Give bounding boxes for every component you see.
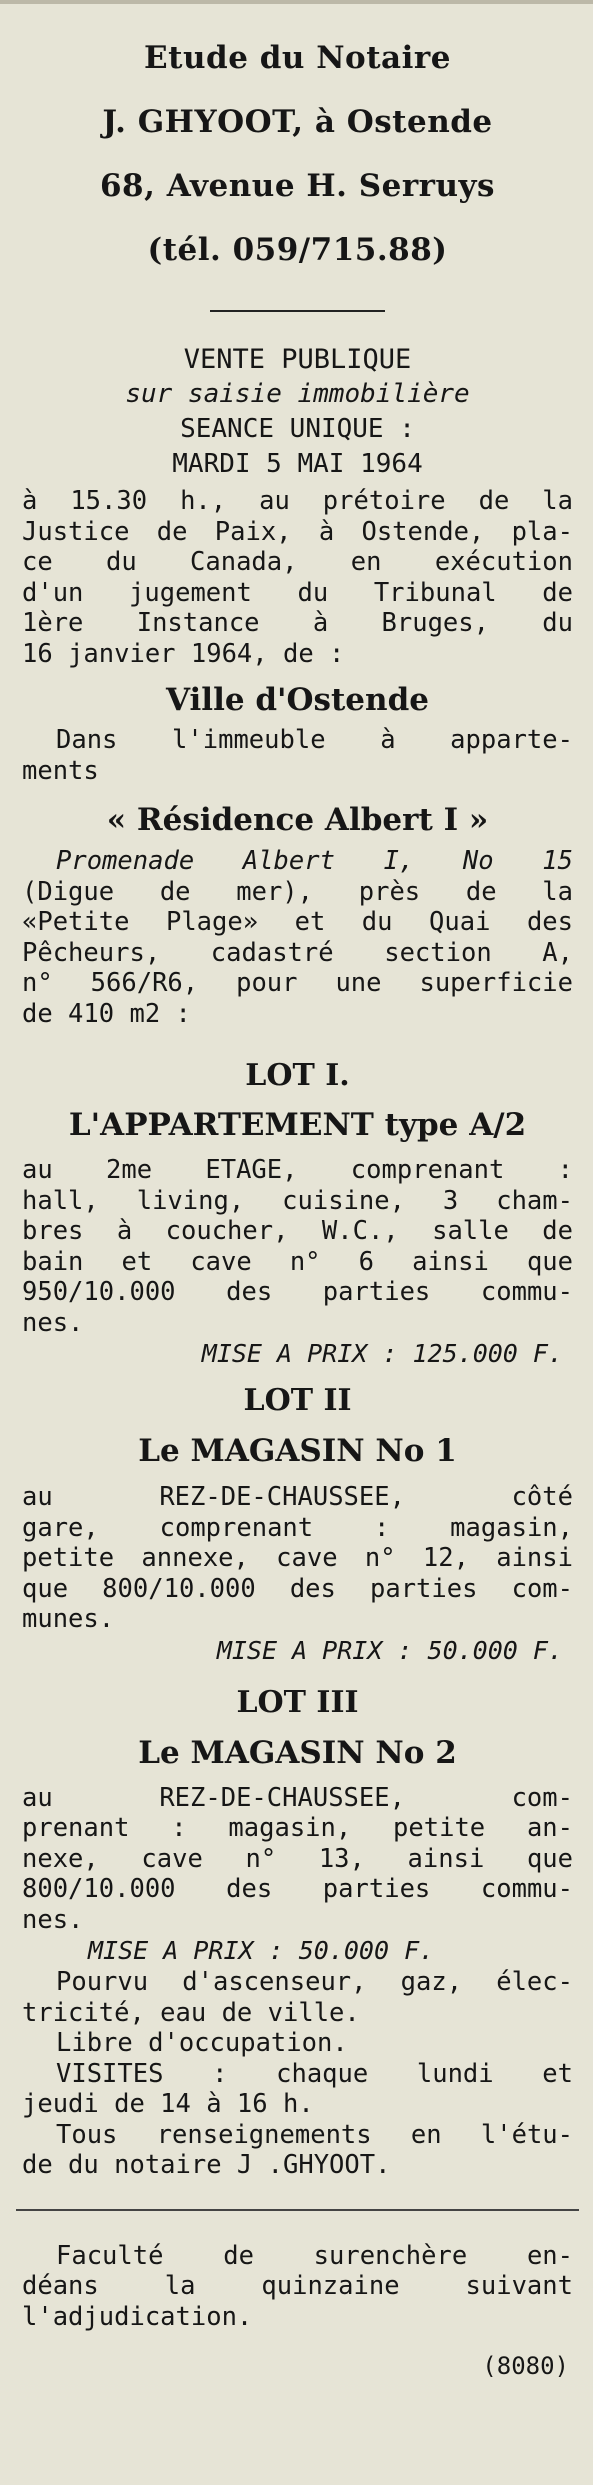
amenities-line: Pourvu d'ascenseur, gaz, élec-: [56, 1967, 573, 1997]
lot-price: MISE A PRIX : 50.000 F.: [216, 1635, 563, 1665]
lot-line: nes.: [22, 1307, 84, 1338]
address-line: Promenade Albert I, No 15: [56, 846, 573, 876]
lot-line: nes.: [22, 1904, 84, 1935]
lot-line: au REZ-DE-CHAUSSEE, côté: [22, 1482, 573, 1512]
footer-line: déans la quinzaine suivant: [22, 2271, 573, 2301]
intro-line: 1ère Instance à Bruges, du: [22, 608, 573, 638]
city-heading: Ville d'Ostende: [166, 682, 429, 718]
building-intro: [22, 725, 573, 786]
lot-line: 950/10.000 des parties commu-: [22, 1277, 573, 1307]
intro-line: d'un jugement du Tribunal de: [22, 577, 573, 608]
footer: [22, 2241, 573, 2381]
lot-line: au REZ-DE-CHAUSSEE, com-: [22, 1782, 573, 1813]
lot-line: 800/10.000 des parties commu-: [22, 1874, 573, 1904]
lot-line: hall, living, cuisine, 3 cham-: [22, 1185, 573, 1216]
sale-date: MARDI 5 MAI 1964: [172, 449, 423, 479]
lot-line: bres à coucher, W.C., salle de: [22, 1216, 573, 1246]
info-line: Tous renseignements en l'étu-: [56, 2119, 573, 2150]
extra-details: [22, 1967, 573, 2181]
amenities-line: tricité, eau de ville.: [22, 1997, 360, 2028]
address-line: (Digue de mer), près de la: [22, 876, 573, 907]
lot-title: LOT II: [243, 1383, 352, 1418]
intro-line: Justice de Paix, à Ostende, pla-: [22, 516, 573, 547]
address-line: Pêcheurs, cadastré section A,: [22, 937, 573, 968]
sale-title: VENTE PUBLIQUE: [183, 344, 412, 375]
address-block: [22, 846, 573, 1029]
lot-title: LOT III: [236, 1684, 359, 1720]
info-line: de du notaire J .GHYOOT.: [22, 2150, 391, 2180]
intro-line: ce du Canada, en exécution: [22, 547, 573, 577]
lot-line: petite annexe, cave n° 12, ainsi: [22, 1543, 573, 1573]
footer-line: Faculté de surenchère en-: [56, 2240, 573, 2271]
lot-subtitle: Le MAGASIN No 2: [138, 1734, 457, 1771]
sale-subtitle: sur saisie immobilière: [125, 379, 470, 409]
header-line-3: 68, Avenue H. Serruys: [99, 168, 495, 204]
lot-line: nexe, cave n° 13, ainsi que: [22, 1843, 573, 1874]
visits-line: VISITES : chaque lundi et: [56, 2058, 573, 2089]
footer-line: l'adjudication.: [22, 2301, 253, 2332]
lot-line: au 2me ETAGE, comprenant :: [22, 1155, 573, 1185]
header-line-4: (tél. 059/715.88): [147, 232, 448, 268]
lot-2: [22, 1376, 573, 1667]
notary-header: [22, 26, 573, 282]
address-line: n° 566/R6, pour une superficie: [22, 968, 573, 998]
lot-1: [22, 1051, 573, 1370]
lot-subtitle: L'APPARTEMENT type A/2: [68, 1107, 527, 1143]
lot-price: MISE A PRIX : 50.000 F.: [88, 1936, 435, 1965]
seance-label: SEANCE UNIQUE :: [180, 414, 415, 444]
lot-3: [22, 1677, 573, 1968]
residence-heading: « Résidence Albert I »: [106, 802, 489, 838]
lot-line: que 800/10.000 des parties com-: [22, 1573, 573, 1604]
visits-line: jeudi de 14 à 16 h.: [22, 2089, 314, 2119]
header-divider: [210, 310, 385, 312]
intro-line: à 15.30 h., au prétoire de la: [22, 486, 573, 516]
lot-subtitle: Le MAGASIN No 1: [138, 1433, 457, 1469]
footer-divider: [16, 2209, 579, 2211]
building-line: Dans l'immeuble à apparte-: [56, 725, 573, 755]
sale-intro: [22, 342, 573, 669]
lot-price: MISE A PRIX : 125.000 F.: [201, 1339, 563, 1368]
lot-title: LOT I.: [245, 1058, 350, 1093]
header-line-1: Etude du Notaire: [144, 40, 451, 76]
intro-line: 16 janvier 1964, de :: [22, 638, 345, 669]
lot-line: munes.: [22, 1604, 115, 1634]
lot-line: gare, comprenant : magasin,: [22, 1512, 573, 1543]
address-line: «Petite Plage» et du Quai des: [22, 907, 573, 937]
reference-number: (8080): [482, 2352, 569, 2380]
lot-line: prenant : magasin, petite an-: [22, 1813, 573, 1843]
address-line: de 410 m2 :: [22, 998, 191, 1029]
top-edge: [0, 0, 593, 4]
occupation-line: Libre d'occupation.: [56, 2028, 348, 2058]
lot-line: bain et cave n° 6 ainsi que: [22, 1246, 573, 1277]
header-line-2: J. GHYOOT, à Ostende: [102, 104, 493, 140]
building-line: ments: [22, 755, 99, 786]
